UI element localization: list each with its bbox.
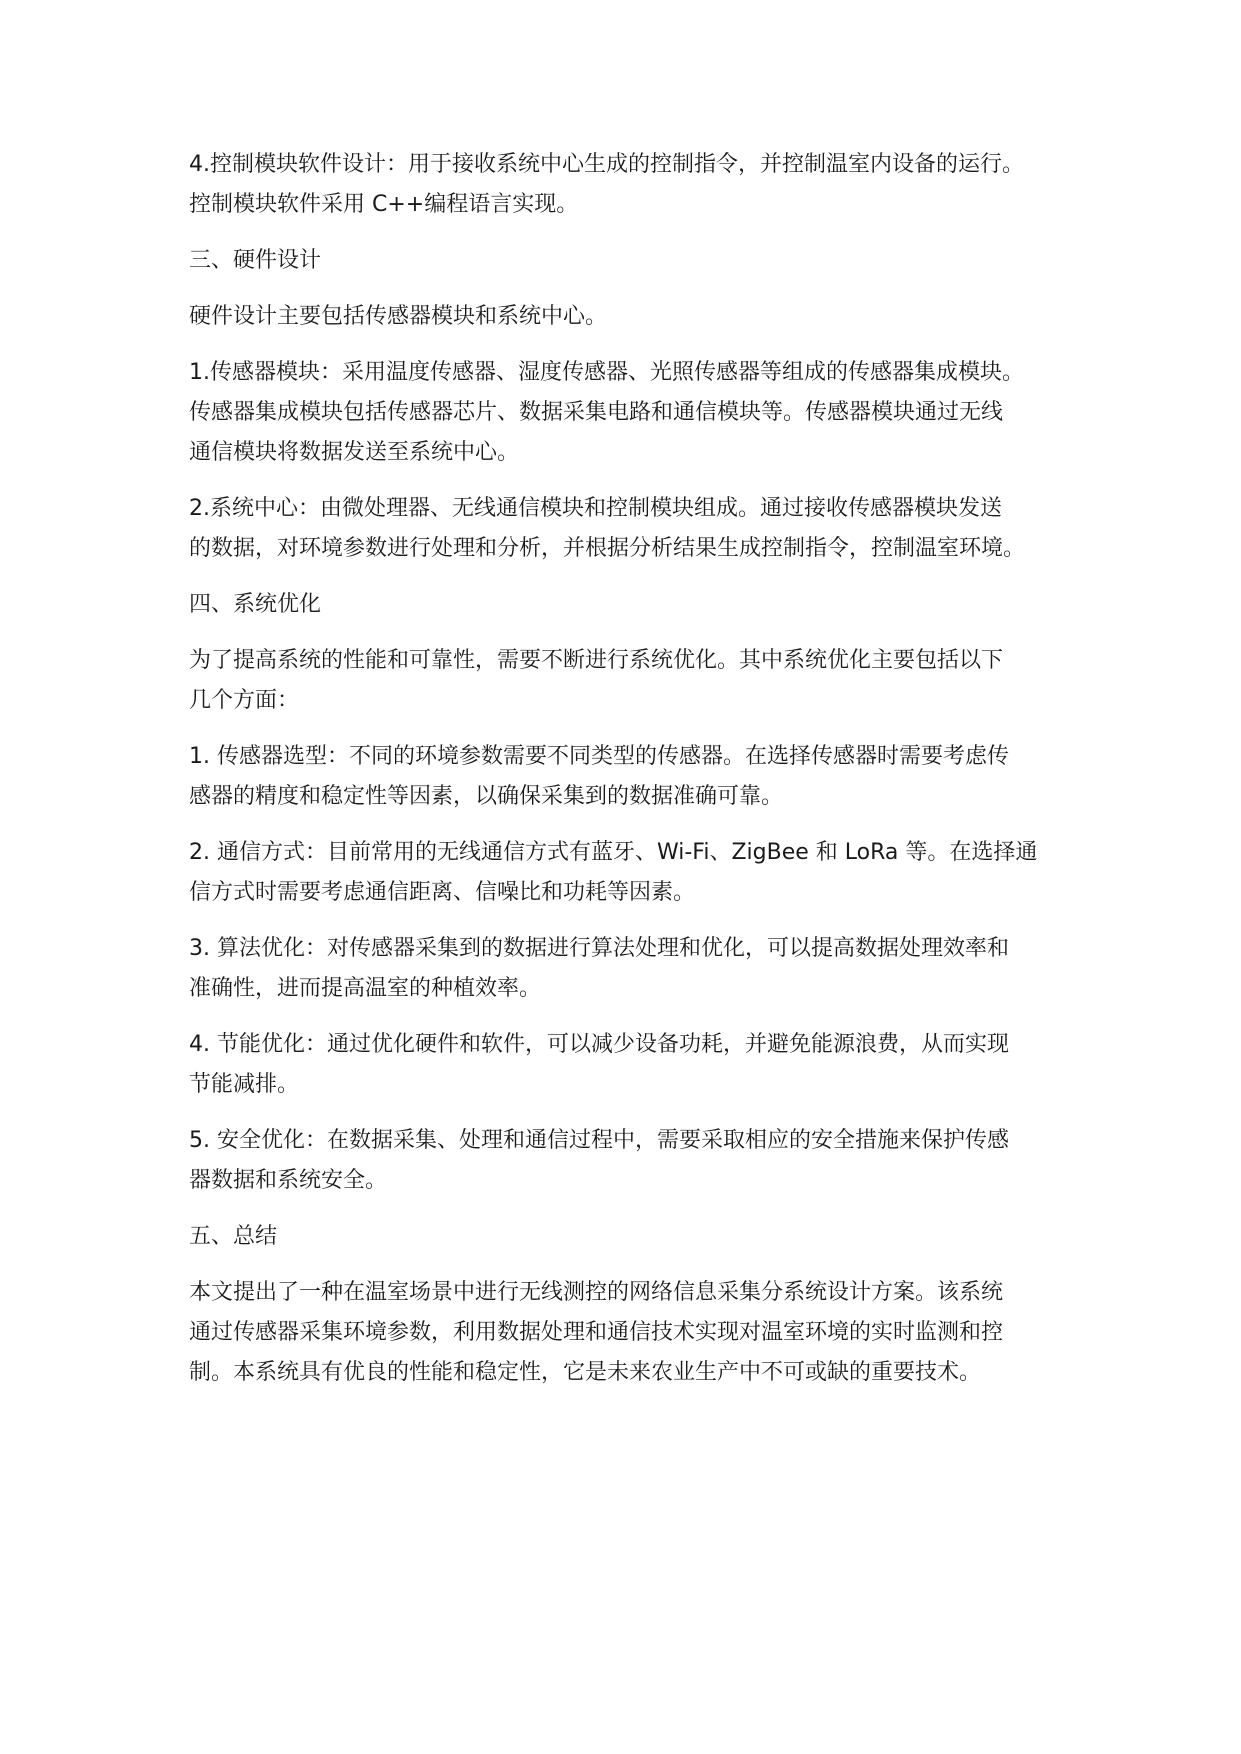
text-line: 控制模块软件采用 C++编程语言实现。 bbox=[189, 192, 579, 217]
paragraph-control-module-software bbox=[189, 145, 1069, 225]
section-heading-hardware-design: 三、硬件设计 bbox=[189, 248, 322, 273]
text-line: 4.控制模块软件设计：用于接收系统中心生成的控制指令，并控制温室内设备的运行。 bbox=[189, 152, 1024, 177]
text-line: 通过传感器采集环境参数，利用数据处理和通信技术实现对温室环境的实时监测和控 bbox=[189, 1320, 1004, 1345]
text-line: 4. 节能优化：通过优化硬件和软件，可以减少设备功耗，并避免能源浪费，从而实现 bbox=[189, 1032, 1009, 1057]
paragraph-summary bbox=[189, 1273, 1069, 1393]
paragraph-security-optimization bbox=[189, 1121, 1069, 1201]
text-line: 感器的精度和稳定性等因素，以确保采集到的数据准确可靠。 bbox=[189, 784, 784, 809]
text-line: 几个方面： bbox=[189, 688, 300, 713]
text-line: 制。本系统具有优良的性能和稳定性，它是未来农业生产中不可或缺的重要技术。 bbox=[189, 1360, 982, 1385]
paragraph-communication-method bbox=[189, 833, 1069, 913]
text-line: 3. 算法优化：对传感器采集到的数据进行算法处理和优化，可以提高数据处理效率和 bbox=[189, 936, 1009, 961]
text-line: 2.系统中心：由微处理器、无线通信模块和控制模块组成。通过接收传感器模块发送 bbox=[189, 496, 1002, 521]
paragraph-system-center bbox=[189, 489, 1069, 569]
text-line: 5. 安全优化：在数据采集、处理和通信过程中，需要采取相应的安全措施来保护传感 bbox=[189, 1128, 1009, 1153]
text-line: 2. 通信方式：目前常用的无线通信方式有蓝牙、Wi-Fi、ZigBee 和 LoRa 等。在选择通 bbox=[189, 840, 1038, 865]
text-line: 传感器集成模块包括传感器芯片、数据采集电路和通信模块等。传感器模块通过无线 bbox=[189, 400, 1004, 425]
text-line: 器数据和系统安全。 bbox=[189, 1168, 388, 1193]
section-heading-summary: 五、总结 bbox=[189, 1224, 278, 1249]
text-line: 通信模块将数据发送至系统中心。 bbox=[189, 440, 520, 465]
text-line: 信方式时需要考虑通信距离、信噪比和功耗等因素。 bbox=[189, 880, 696, 905]
text-line: 准确性，进而提高温室的种植效率。 bbox=[189, 976, 542, 1001]
section-heading-system-optimization: 四、系统优化 bbox=[189, 592, 322, 617]
paragraph-hardware-overview bbox=[189, 297, 1069, 337]
paragraph-sensor-module bbox=[189, 353, 1069, 473]
text-line: 的数据，对环境参数进行处理和分析，并根据分析结果生成控制指令，控制温室环境。 bbox=[189, 536, 1026, 561]
paragraph-sensor-selection bbox=[189, 737, 1069, 817]
text-line: 硬件设计主要包括传感器模块和系统中心。 bbox=[189, 304, 608, 329]
text-line: 本文提出了一种在温室场景中进行无线测控的网络信息采集分系统设计方案。该系统 bbox=[189, 1280, 1004, 1305]
text-line: 1.传感器模块：采用温度传感器、湿度传感器、光照传感器等组成的传感器集成模块。 bbox=[189, 360, 1024, 385]
text-line: 1. 传感器选型：不同的环境参数需要不同类型的传感器。在选择传感器时需要考虑传 bbox=[189, 744, 1009, 769]
paragraph-optimization-intro bbox=[189, 641, 1069, 721]
paragraph-algorithm-optimization bbox=[189, 929, 1069, 1009]
text-line: 节能减排。 bbox=[189, 1072, 300, 1097]
text-line: 为了提高系统的性能和可靠性，需要不断进行系统优化。其中系统优化主要包括以下 bbox=[189, 648, 1004, 673]
paragraph-energy-optimization bbox=[189, 1025, 1069, 1105]
document-body bbox=[189, 145, 1069, 1409]
